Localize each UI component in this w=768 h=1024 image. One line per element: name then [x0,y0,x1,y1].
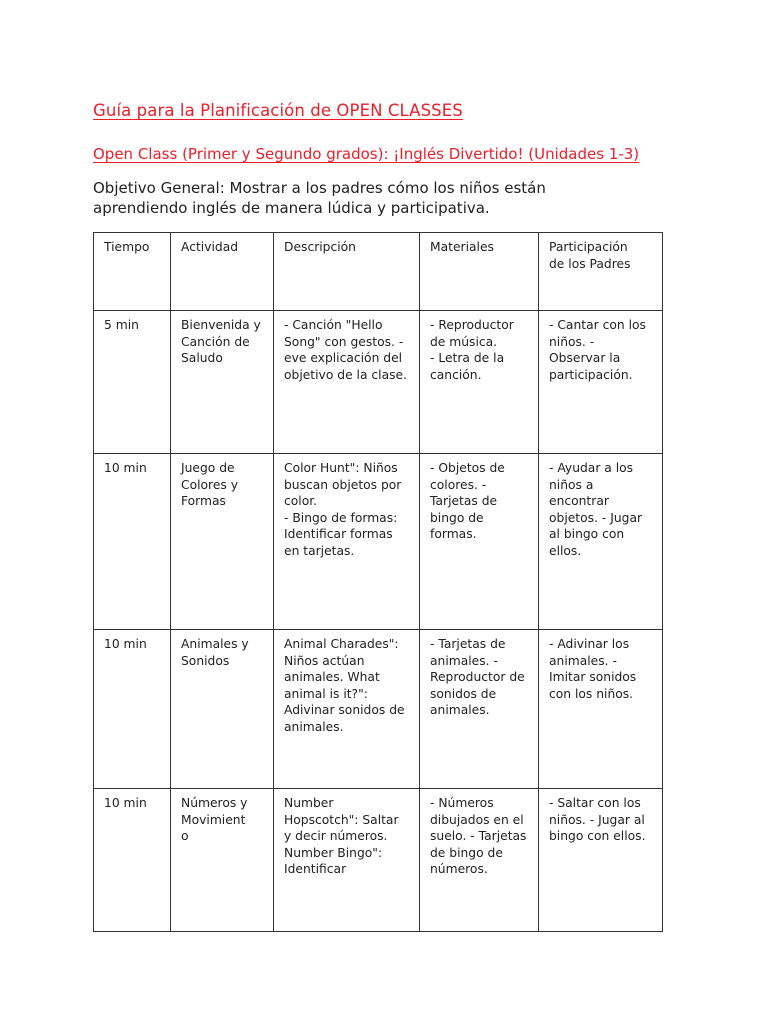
cell-tiempo: 5 min [94,311,171,454]
cell-materiales: - Números dibujados en el suelo. - Tarjetas de bingo de números. [420,789,539,932]
cell-actividad: Animales y Sonidos [171,630,274,789]
cell-participacion: - Adivinar los animales. - Imitar sonidos con los niños. [539,630,663,789]
cell-tiempo: 10 min [94,630,171,789]
header-descripcion: Descripción [274,233,420,311]
cell-descripcion: Animal Charades": Niños actúan animales. What animal is it?": Adivinar sonidos de animales. [274,630,420,789]
table-row [94,311,663,454]
cell-participacion: - Cantar con los niños. - Observar la participación. [539,311,663,454]
cell-materiales: - Objetos de colores. - Tarjetas de bingo de formas. [420,454,539,630]
cell-tiempo: 10 min [94,454,171,630]
header-actividad: Actividad [171,233,274,311]
cell-materiales: - Reproductor de música. - Letra de la canción. [420,311,539,454]
planning-table [93,232,663,932]
header-materiales: Materiales [420,233,539,311]
header-participacion: Participación de los Padres [539,233,663,311]
table-row [94,789,663,932]
cell-descripcion: - Canción "Hello Song" con gestos. - eve explicación del objetivo de la clase. [274,311,420,454]
document-title: Guía para la Planificación de OPEN CLASSES [93,101,463,120]
table-row [94,630,663,789]
table-row [94,454,663,630]
cell-actividad: Bienvenida y Canción de Saludo [171,311,274,454]
document-subtitle: Open Class (Primer y Segundo grados): ¡Inglés Divertido! (Unidades 1-3) [93,145,640,163]
cell-tiempo: 10 min [94,789,171,932]
objective-paragraph: Objetivo General: Mostrar a los padres cómo los niños están aprendiendo inglés de manera lúdica y participativa. [93,179,546,217]
cell-actividad: Números y Movimient o [171,789,274,932]
cell-participacion: - Saltar con los niños. - Jugar al bingo con ellos. [539,789,663,932]
cell-actividad: Juego de Colores y Formas [171,454,274,630]
header-tiempo: Tiempo [94,233,171,311]
cell-materiales: - Tarjetas de animales. - Reproductor de sonidos de animales. [420,630,539,789]
cell-descripcion: Number Hopscotch": Saltar y decir números. Number Bingo": Identificar [274,789,420,932]
cell-participacion: - Ayudar a los niños a encontrar objetos. - Jugar al bingo con ellos. [539,454,663,630]
table-header-row [94,233,663,311]
cell-descripcion: Color Hunt": Niños buscan objetos por color. - Bingo de formas: Identificar formas en tarjetas. [274,454,420,630]
